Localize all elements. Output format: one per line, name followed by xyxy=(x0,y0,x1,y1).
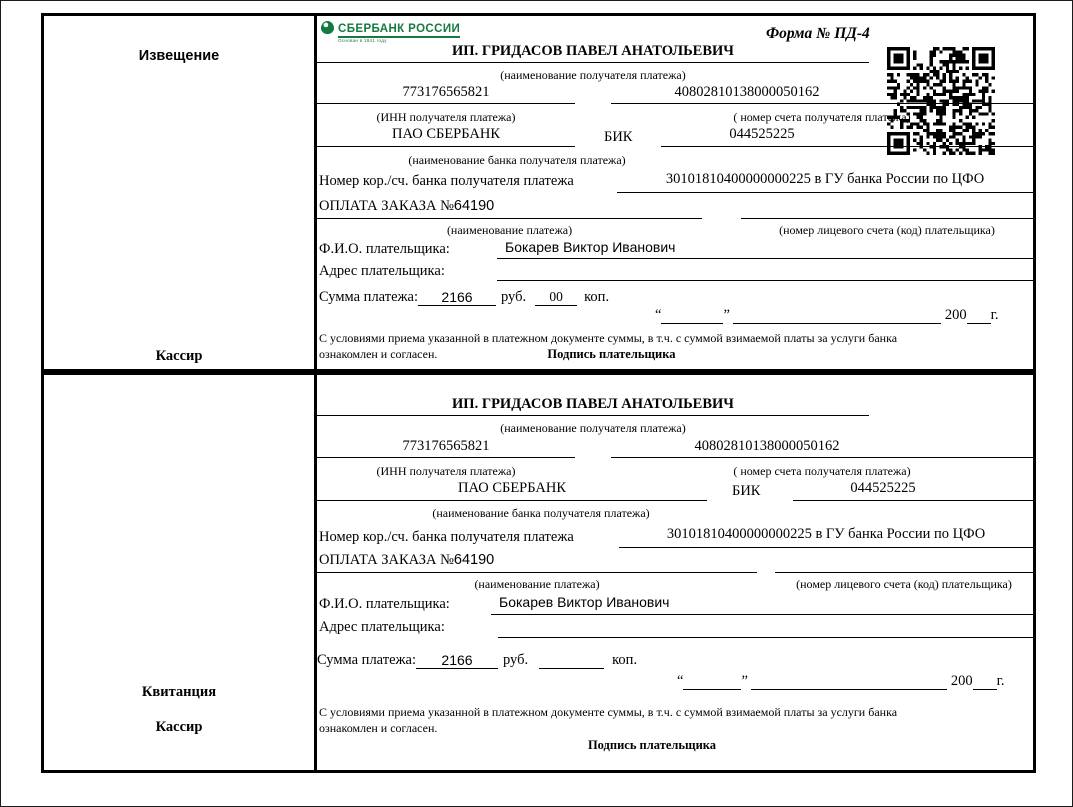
fio-value: Бокарев Виктор Иванович xyxy=(497,239,1033,259)
date-day-field xyxy=(683,689,741,690)
notice-body xyxy=(317,16,1033,369)
agreement-line2: ознакомлен и согласен. xyxy=(319,721,438,735)
notice-left-column xyxy=(44,16,317,369)
sum-label: Сумма платежа: xyxy=(319,289,418,305)
corr-account-label: Номер кор./сч. банка получателя платежа xyxy=(319,173,574,189)
personal-account-field xyxy=(775,552,1033,573)
date-row xyxy=(677,671,1005,690)
sum-kop-value xyxy=(539,668,604,669)
agreement-line2-row xyxy=(319,347,676,362)
inn-caption: (ИНН получателя платежа) xyxy=(376,464,516,478)
personal-account-caption: (номер лицевого счета (код) плательщика) xyxy=(796,577,1012,591)
bik-value: 044525225 xyxy=(661,126,1033,147)
payee-name: ИП. ГРИДАСОВ ПАВЕЛ АНАТОЛЬЕВИЧ xyxy=(317,396,869,416)
date-year: 200 xyxy=(944,307,967,323)
order-number: 64190 xyxy=(453,552,495,568)
order-number: 64190 xyxy=(453,198,495,214)
sum-rub-value: 2166 xyxy=(416,652,498,669)
quote-close: ” xyxy=(723,307,730,323)
inn-caption: (ИНН получателя платежа) xyxy=(376,110,516,124)
bank-name-value: ПАО СБЕРБАНК xyxy=(317,126,575,147)
receipt-body xyxy=(317,375,1033,770)
payment-purpose-field xyxy=(317,552,757,573)
bik-value: 044525225 xyxy=(793,480,1033,501)
payment-caption: (наименование платежа) xyxy=(474,577,600,591)
notice-label: Извещение xyxy=(138,48,220,64)
cashier-label: Кассир xyxy=(155,719,203,735)
receipt-label: Квитанция xyxy=(141,684,217,700)
receipt-left-column xyxy=(44,375,317,770)
bank-name-value: ПАО СБЕРБАНК xyxy=(317,480,707,501)
receipt-section xyxy=(41,372,1036,773)
address-value xyxy=(498,617,1033,638)
account-caption: ( номер счета получателя платежа) xyxy=(733,464,911,478)
rub-label: руб. xyxy=(503,652,529,668)
agreement-line1: С условиями приема указанной в платежном документе суммы, в т.ч. с суммой взимаемой платы за услуги банка xyxy=(319,705,898,719)
quote-open: “ xyxy=(655,307,662,323)
personal-account-field xyxy=(741,198,1033,219)
account-caption: ( номер счета получателя платежа) xyxy=(733,110,911,124)
bank-caption: (наименование банка получателя платежа) xyxy=(432,506,650,520)
sum-kop-value: 00 xyxy=(535,289,577,306)
payment-purpose-label: ОПЛАТА ЗАКАЗА № xyxy=(319,552,454,568)
payment-purpose-label: ОПЛАТА ЗАКАЗА № xyxy=(319,198,454,214)
date-year-suffix: г. xyxy=(996,673,1005,689)
payee-name-caption: (наименование получателя платежа) xyxy=(500,421,686,435)
fio-label: Ф.И.О. плательщика: xyxy=(319,241,450,257)
address-value xyxy=(497,261,1033,281)
date-year-suffix: г. xyxy=(990,307,999,323)
bik-label: БИК xyxy=(604,129,633,145)
notice-section xyxy=(41,13,1036,372)
corr-account-value: 30101810400000000225 в ГУ банка России по ЦФО xyxy=(619,526,1033,548)
agreement-line1: С условиями приема указанной в платежном документе суммы, в т.ч. с суммой взимаемой платы за услуги банка xyxy=(319,331,898,345)
payee-account-value: 40802810138000050162 xyxy=(611,438,1033,458)
date-month-field xyxy=(733,323,941,324)
date-month-field xyxy=(751,689,947,690)
date-row xyxy=(655,305,999,324)
payee-inn-value: 773176565821 xyxy=(317,84,575,104)
sum-rub-value: 2166 xyxy=(418,289,496,306)
personal-account-caption: (номер лицевого счета (код) плательщика) xyxy=(779,223,995,237)
corr-account-value: 30101810400000000225 в ГУ банка России по ЦФО xyxy=(617,171,1033,193)
date-year-field xyxy=(973,689,997,690)
sum-row xyxy=(319,284,609,306)
sberbank-logo xyxy=(321,19,460,43)
payee-account-value: 40802810138000050162 xyxy=(611,84,1033,104)
payee-name-caption: (наименование получателя платежа) xyxy=(500,68,686,82)
payment-purpose-field xyxy=(317,198,702,219)
kop-label: коп. xyxy=(612,652,638,668)
payee-name: ИП. ГРИДАСОВ ПАВЕЛ АНАТОЛЬЕВИЧ xyxy=(317,43,869,63)
sberbank-logo-icon xyxy=(321,21,334,34)
date-year-field xyxy=(967,323,991,324)
agreement-line2: ознакомлен и согласен. xyxy=(319,347,438,361)
sum-row xyxy=(317,647,637,669)
form-number-label: Форма № ПД-4 xyxy=(766,25,870,42)
quote-close: ” xyxy=(741,673,748,689)
sberbank-logo-text: СБЕРБАНК РОССИИ xyxy=(338,23,460,38)
bik-label: БИК xyxy=(732,483,761,499)
address-label: Адрес плательщика: xyxy=(319,263,445,279)
date-day-field xyxy=(661,323,723,324)
signature-label: Подпись плательщика xyxy=(547,347,676,361)
sum-label: Сумма платежа: xyxy=(317,652,416,668)
signature-label: Подпись плательщика xyxy=(587,738,717,752)
rub-label: руб. xyxy=(501,289,527,305)
payment-caption: (наименование платежа) xyxy=(446,223,573,237)
address-label: Адрес плательщика: xyxy=(319,619,445,635)
fio-value: Бокарев Виктор Иванович xyxy=(491,594,1033,615)
cashier-label: Кассир xyxy=(155,348,203,364)
quote-open: “ xyxy=(677,673,684,689)
payee-inn-value: 773176565821 xyxy=(317,438,575,458)
corr-account-label: Номер кор./сч. банка получателя платежа xyxy=(319,529,574,545)
date-year: 200 xyxy=(950,673,973,689)
sberbank-logo-tagline: Основан в 1841 году xyxy=(338,38,387,43)
bank-caption: (наименование банка получателя платежа) xyxy=(408,153,626,167)
fio-label: Ф.И.О. плательщика: xyxy=(319,596,450,612)
kop-label: коп. xyxy=(584,289,610,305)
